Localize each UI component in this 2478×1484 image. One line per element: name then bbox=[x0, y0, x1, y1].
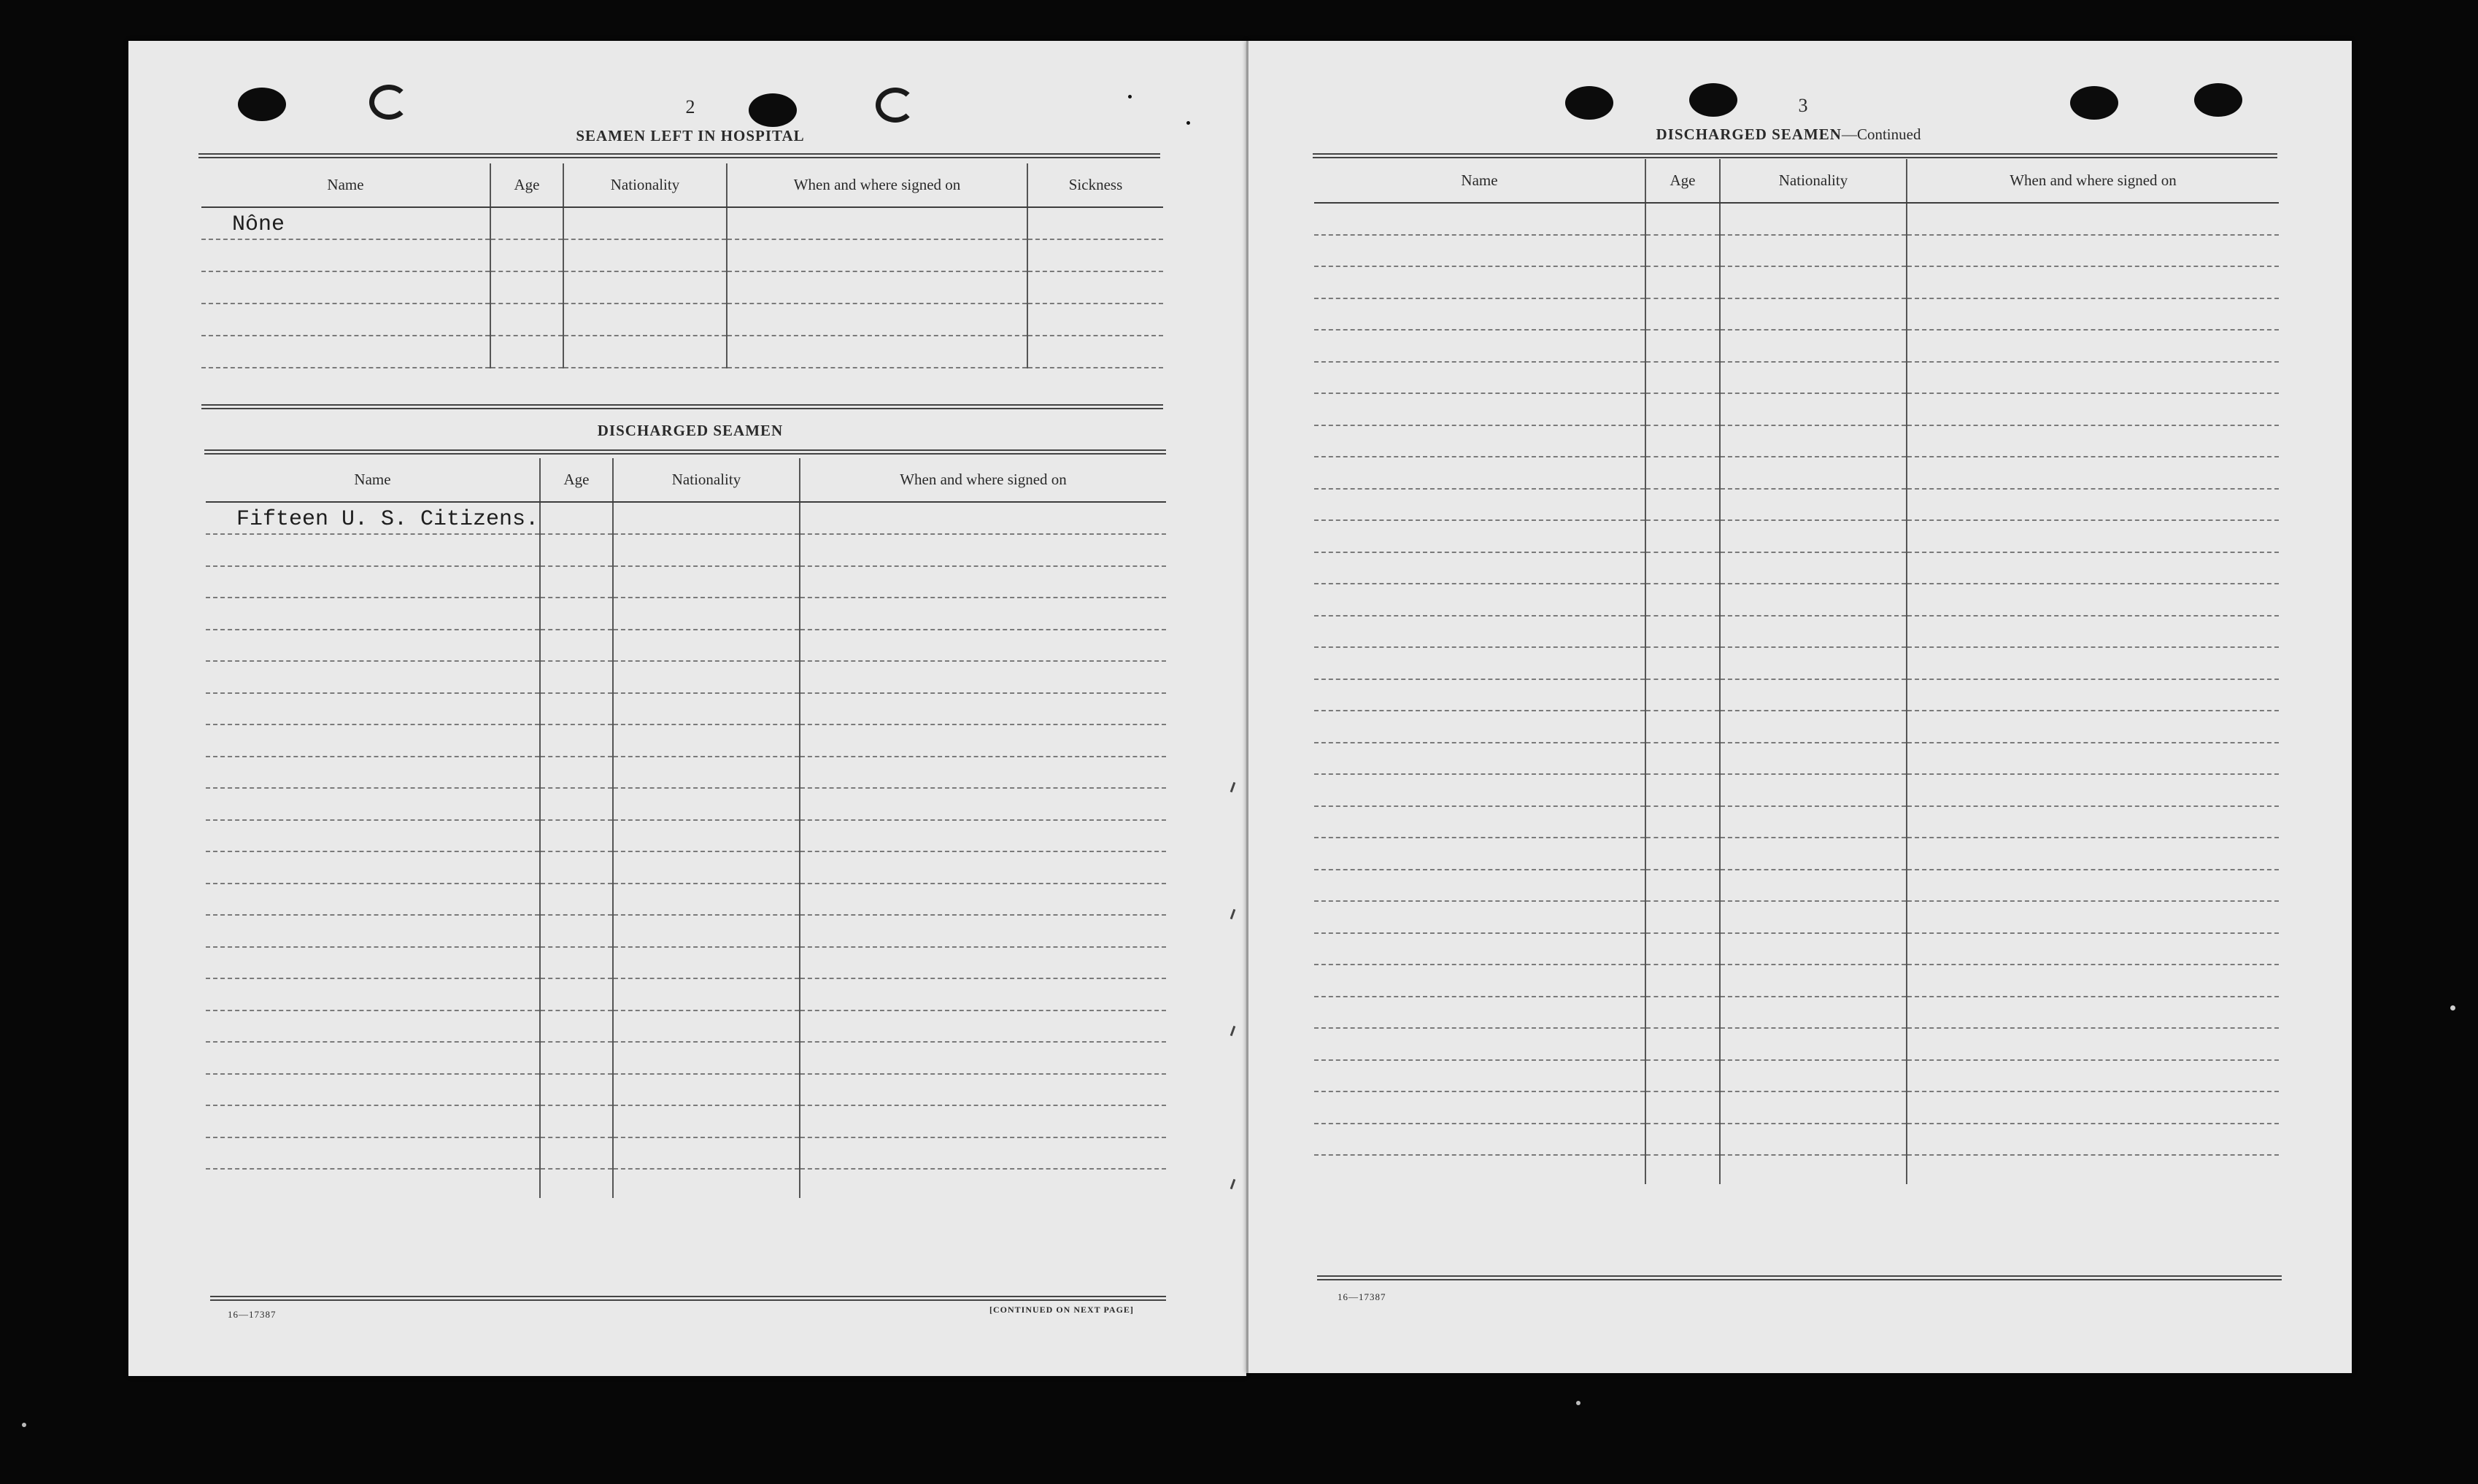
table-row bbox=[1314, 933, 2279, 965]
discharged-entry: Fifteen U. S. Citizens. bbox=[236, 507, 539, 532]
table-row bbox=[206, 915, 1166, 947]
column-header-signed-on: When and where signed on bbox=[727, 163, 1027, 207]
discharged-continued-table bbox=[1314, 159, 2279, 1184]
table-row bbox=[1314, 774, 2279, 806]
table-row bbox=[206, 502, 1166, 534]
table-row bbox=[1314, 425, 2279, 457]
fold-mark bbox=[1230, 1179, 1236, 1189]
table-row bbox=[206, 757, 1166, 789]
table-row bbox=[206, 566, 1166, 598]
table-row bbox=[206, 978, 1166, 1010]
right-page bbox=[1246, 41, 2352, 1373]
fold-mark bbox=[1230, 1026, 1236, 1036]
column-header-nationality: Nationality bbox=[563, 163, 727, 207]
punch-hole bbox=[1689, 83, 1737, 117]
rule bbox=[1317, 1275, 2282, 1280]
page-number: 3 bbox=[1798, 95, 1808, 116]
rule bbox=[210, 1296, 1166, 1301]
table-row bbox=[206, 947, 1166, 979]
table-row bbox=[1314, 520, 2279, 552]
table-row bbox=[206, 788, 1166, 820]
title-main: DISCHARGED SEAMEN bbox=[1656, 125, 1842, 143]
form-code: 16—17387 bbox=[1338, 1291, 1386, 1302]
left-page bbox=[128, 41, 1246, 1376]
rule bbox=[198, 153, 1160, 158]
table-row bbox=[1314, 1155, 2279, 1184]
table-row bbox=[1314, 870, 2279, 902]
column-header-name: Name bbox=[1314, 159, 1645, 203]
table-row bbox=[206, 598, 1166, 630]
column-header-name: Name bbox=[201, 163, 490, 207]
table-row bbox=[1314, 362, 2279, 394]
table-row bbox=[1314, 584, 2279, 616]
table-row bbox=[1314, 330, 2279, 362]
hospital-table bbox=[201, 163, 1163, 368]
table-row bbox=[206, 1074, 1166, 1106]
punch-hole bbox=[2194, 83, 2242, 117]
table-row bbox=[1314, 743, 2279, 775]
table-row bbox=[206, 1137, 1166, 1170]
column-header-age: Age bbox=[1645, 159, 1720, 203]
table-row bbox=[1314, 393, 2279, 425]
table-row bbox=[1314, 235, 2279, 267]
table-row bbox=[1314, 1091, 2279, 1124]
table-row bbox=[206, 724, 1166, 757]
fold-mark bbox=[1230, 782, 1236, 792]
table-row bbox=[201, 271, 1163, 304]
table-row bbox=[201, 336, 1163, 368]
rule bbox=[201, 404, 1163, 409]
continued-note: [CONTINUED ON NEXT PAGE] bbox=[989, 1305, 1134, 1315]
table-row bbox=[1314, 997, 2279, 1029]
page-number: 2 bbox=[685, 96, 695, 117]
table-row bbox=[1314, 203, 2279, 235]
punch-hole bbox=[369, 85, 409, 120]
column-header-nationality: Nationality bbox=[613, 458, 800, 502]
punch-hole bbox=[238, 88, 286, 121]
hospital-section-title: SEAMEN LEFT IN HOSPITAL bbox=[576, 127, 805, 144]
speck bbox=[1576, 1401, 1580, 1405]
table-row bbox=[1314, 838, 2279, 870]
punch-hole bbox=[2070, 86, 2118, 120]
table-row bbox=[201, 239, 1163, 271]
table-row bbox=[1314, 266, 2279, 298]
title-continued: —Continued bbox=[1841, 125, 1921, 143]
table-row bbox=[1314, 679, 2279, 711]
punch-hole bbox=[876, 88, 915, 123]
table-row bbox=[206, 534, 1166, 566]
column-header-name: Name bbox=[206, 458, 540, 502]
column-header-age: Age bbox=[490, 163, 563, 207]
table-row bbox=[1314, 489, 2279, 521]
table-row bbox=[1314, 1060, 2279, 1092]
column-header-nationality: Nationality bbox=[1720, 159, 1907, 203]
table-row bbox=[206, 1042, 1166, 1074]
column-header-age: Age bbox=[540, 458, 613, 502]
column-header-signed-on: When and where signed on bbox=[1907, 159, 2279, 203]
column-header-sickness: Sickness bbox=[1027, 163, 1163, 207]
fold-mark bbox=[1230, 909, 1236, 919]
speck bbox=[1128, 95, 1132, 98]
table-row bbox=[1314, 616, 2279, 648]
table-row bbox=[206, 884, 1166, 916]
rule bbox=[1313, 153, 2277, 158]
speck bbox=[1186, 121, 1190, 125]
discharged-section-title: DISCHARGED SEAMEN bbox=[597, 422, 784, 439]
table-row bbox=[206, 851, 1166, 884]
rule bbox=[204, 449, 1166, 455]
right-page-title bbox=[1540, 125, 2037, 144]
table-row bbox=[1314, 965, 2279, 997]
table-row bbox=[1314, 711, 2279, 743]
table-row bbox=[206, 1169, 1166, 1198]
speck bbox=[2450, 1005, 2455, 1010]
table-row bbox=[1314, 457, 2279, 489]
table-row bbox=[201, 304, 1163, 336]
form-code: 16—17387 bbox=[228, 1309, 277, 1320]
table-row bbox=[1314, 1124, 2279, 1156]
table-row bbox=[1314, 901, 2279, 933]
table-row bbox=[206, 630, 1166, 662]
table-row bbox=[1314, 298, 2279, 331]
table-row bbox=[1314, 1028, 2279, 1060]
hospital-entry: Nône bbox=[232, 212, 285, 237]
table-row bbox=[1314, 806, 2279, 838]
table-row bbox=[206, 1105, 1166, 1137]
punch-hole bbox=[1565, 86, 1613, 120]
table-row bbox=[201, 207, 1163, 239]
column-header-signed-on: When and where signed on bbox=[800, 458, 1166, 502]
punch-hole bbox=[749, 93, 797, 127]
table-row bbox=[1314, 647, 2279, 679]
speck bbox=[22, 1423, 26, 1427]
table-row bbox=[206, 661, 1166, 693]
table-row bbox=[1314, 552, 2279, 584]
table-row bbox=[206, 1010, 1166, 1043]
table-row bbox=[206, 693, 1166, 725]
discharged-table bbox=[206, 458, 1166, 1198]
table-row bbox=[206, 820, 1166, 852]
